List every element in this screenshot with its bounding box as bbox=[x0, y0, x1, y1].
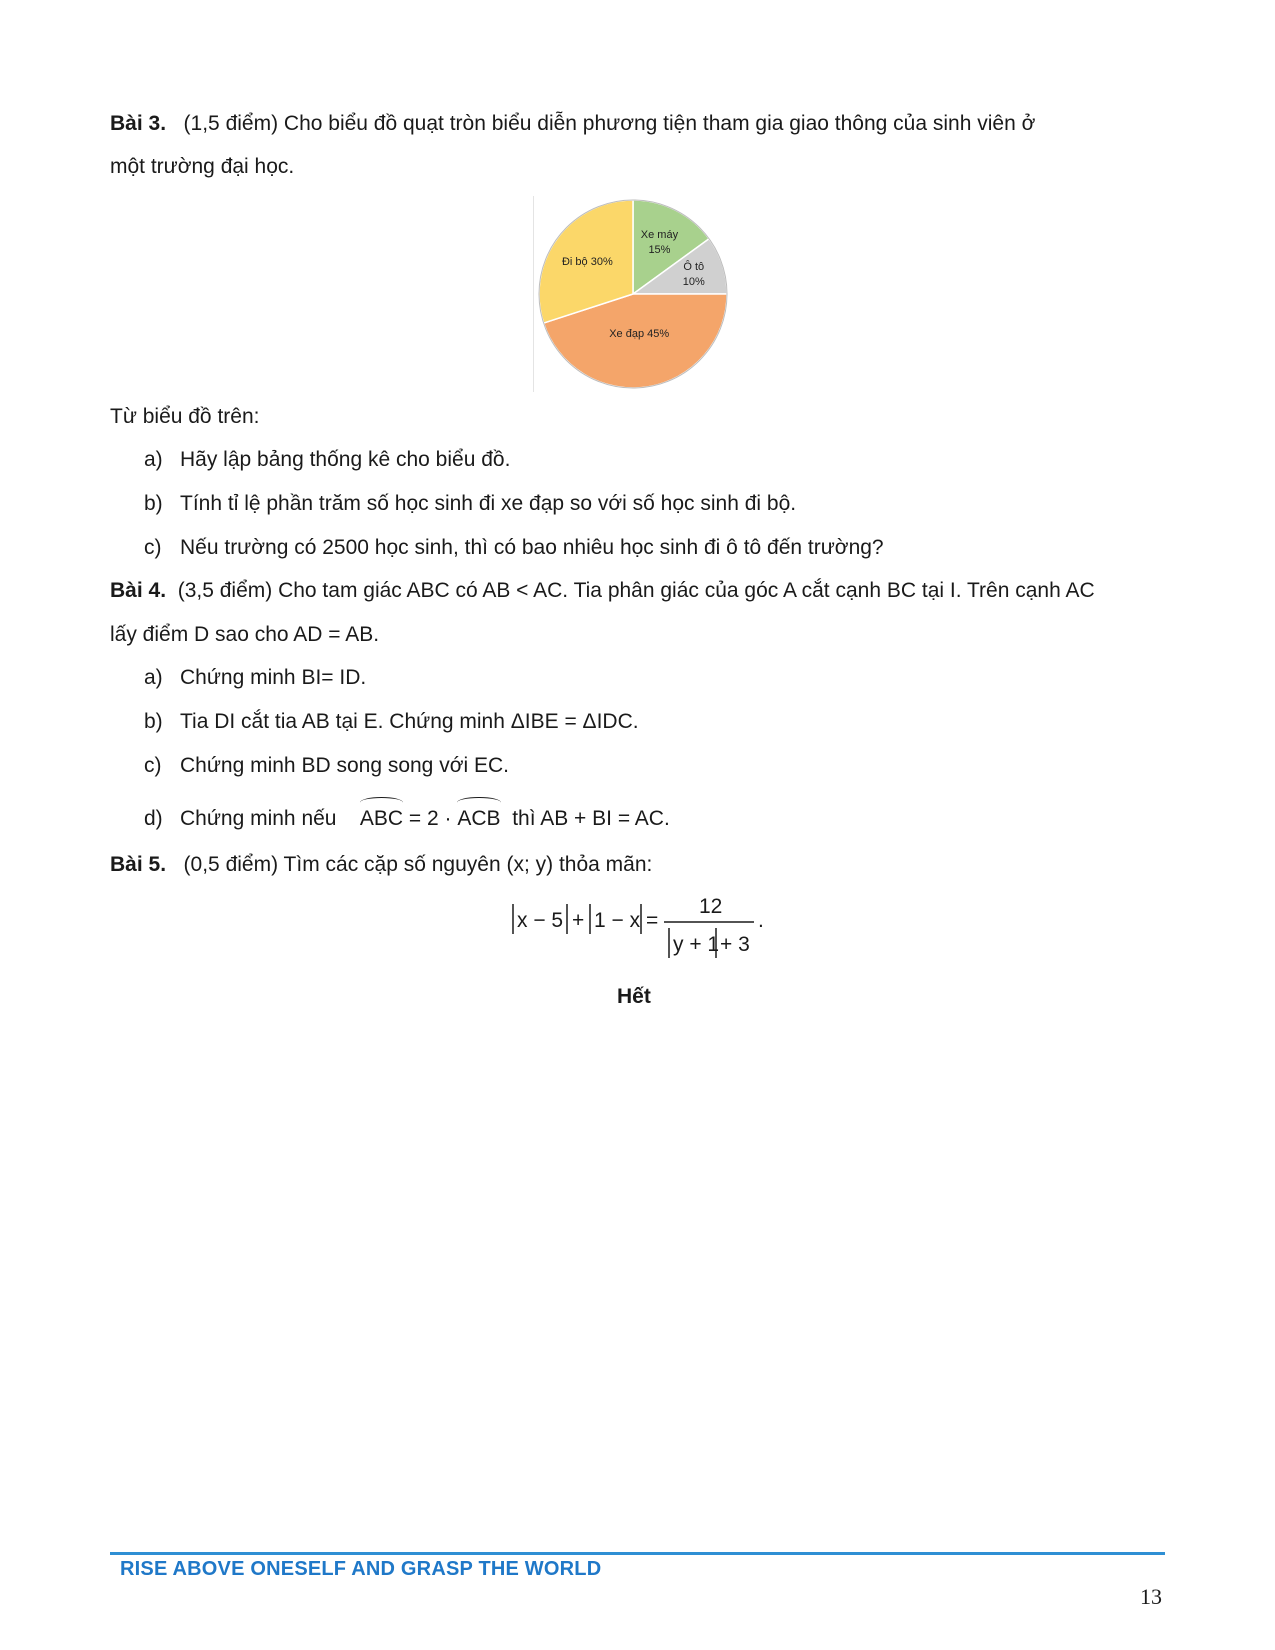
item-text: Nếu trường có 2500 học sinh, thì có bao nhiêu học sinh đi ô tô đến trường? bbox=[180, 536, 884, 559]
abs-term-2: 1 − x bbox=[594, 909, 641, 932]
item-text-prefix: Chứng minh nếu bbox=[180, 807, 337, 830]
problem3-intro-text: (1,5 điểm) Cho biểu đồ quạt tròn biểu diễn phương tiện tham gia giao thông của sinh viên ở bbox=[183, 112, 1036, 135]
problem3-item-b bbox=[144, 490, 796, 518]
problem5-intro-text: (0,5 điểm) Tìm các cặp số nguyên (x; y) thỏa mãn: bbox=[183, 853, 653, 876]
item-label: b) bbox=[144, 710, 163, 733]
footer-slogan: RISE ABOVE ONESELF AND GRASP THE WORLD bbox=[120, 1558, 602, 1580]
problem3-item-c bbox=[144, 534, 884, 562]
problem4-item-c bbox=[144, 752, 509, 780]
angle-acb: ACB bbox=[457, 805, 500, 833]
item-text: Hãy lập bảng thống kê cho biểu đồ. bbox=[180, 448, 511, 471]
problem4-heading: Bài 4. bbox=[110, 579, 167, 602]
pie-label-0: Xe máy 15% bbox=[640, 229, 679, 257]
angle-abc: ABC bbox=[360, 805, 403, 833]
item-text: Chứng minh BD song song với EC. bbox=[180, 754, 509, 777]
item-label: c) bbox=[144, 754, 162, 777]
transport-pie-chart bbox=[533, 196, 733, 392]
pie-label-2: Xe đạp 45% bbox=[609, 327, 670, 340]
item-text: Tia DI cắt tia AB tại E. Chứng minh ΔIBE = ΔIDC. bbox=[180, 710, 639, 733]
denominator-abs: y + 1 bbox=[673, 933, 720, 956]
item-label: c) bbox=[144, 536, 162, 559]
item-label: a) bbox=[144, 666, 163, 689]
pie-label-3: Đi bộ 30% bbox=[561, 255, 613, 268]
item-label: d) bbox=[144, 807, 163, 830]
problem5-heading: Bài 5. bbox=[110, 853, 167, 876]
item-text: Tính tỉ lệ phần trăm số học sinh đi xe đạp so với số học sinh đi bộ. bbox=[180, 492, 797, 515]
problem3-intro-line2: một trường đại học. bbox=[110, 155, 295, 178]
problem3-heading: Bài 3. bbox=[110, 112, 167, 135]
end-mark: Hết bbox=[617, 985, 651, 1008]
item-text-suffix: thì AB + BI = AC. bbox=[512, 807, 670, 830]
problem3-item-a bbox=[144, 446, 510, 474]
problem4-item-b bbox=[144, 708, 639, 736]
equals-sign: = bbox=[646, 909, 659, 932]
problem4-intro-line2: lấy điểm D sao cho AD = AB. bbox=[110, 623, 380, 646]
problem3-intro-line1 bbox=[110, 110, 1035, 138]
problem4-item-a bbox=[144, 664, 366, 692]
problem4-item-d bbox=[144, 805, 670, 833]
problem3-lead: Từ biểu đồ trên: bbox=[110, 405, 260, 428]
item-label: b) bbox=[144, 492, 163, 515]
item-label: a) bbox=[144, 448, 163, 471]
page-number: 13 bbox=[1140, 1584, 1162, 1609]
problem4-intro-line1 bbox=[110, 577, 1095, 605]
pie-label-1: Ô tô 10% bbox=[682, 261, 705, 289]
problem5-intro-line bbox=[110, 851, 652, 879]
fraction-numerator: 12 bbox=[699, 895, 723, 918]
formula-period: . bbox=[758, 909, 764, 932]
denominator-rest: + 3 bbox=[720, 933, 750, 956]
plus-sign: + bbox=[572, 909, 585, 932]
abs-term-1: x − 5 bbox=[517, 909, 564, 932]
item-text: Chứng minh BI= ID. bbox=[180, 666, 367, 689]
problem4-intro-text: (3,5 điểm) Cho tam giác ABC có AB < AC. Tia phân giác của góc A cắt cạnh BC tại I. Trên cạnh AC bbox=[177, 579, 1095, 602]
footer-divider bbox=[110, 1552, 1165, 1555]
item-text-middle: = 2 · bbox=[408, 807, 452, 830]
